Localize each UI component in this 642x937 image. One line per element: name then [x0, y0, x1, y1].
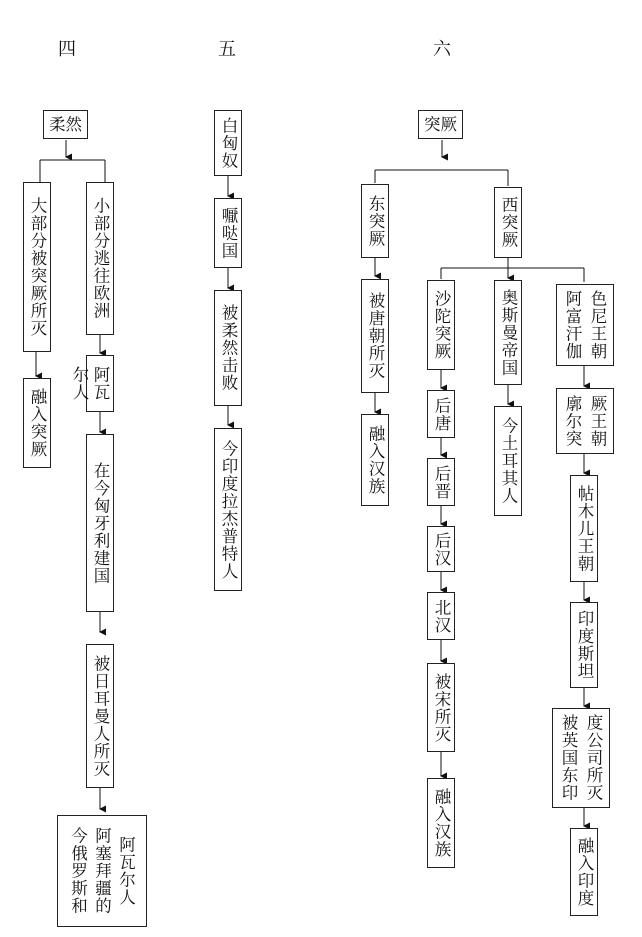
- ghaznavid-line-1: 色尼王朝: [588, 290, 607, 360]
- avar-descendants-line-3: 今俄罗斯和: [68, 827, 88, 915]
- node-tujue: 突厥: [418, 110, 463, 139]
- node-majority-destroyed: 大部分被突厥所灭: [23, 182, 51, 352]
- ghurid-line-1: 厥王朝: [588, 394, 607, 448]
- node-rouran: 柔然: [43, 110, 88, 139]
- node-destroyed-by-song: 被宋所灭: [427, 663, 455, 752]
- column-heading-five: 五: [218, 39, 236, 60]
- node-later-tang: 后唐: [427, 390, 455, 438]
- node-hungary-state: 在今匈牙利建国: [86, 434, 114, 612]
- column-heading-four: 四: [58, 39, 76, 60]
- node-merged-into-tujue: 融入突厥: [23, 378, 51, 468]
- node-rajputs: 今印度拉杰普特人: [214, 428, 242, 591]
- node-east-merged-han: 融入汉族: [361, 414, 389, 506]
- node-later-jin: 后晋: [427, 458, 455, 506]
- west-connector: [441, 258, 584, 282]
- node-ghurid: [556, 388, 614, 454]
- node-avar-descendants: [57, 815, 147, 927]
- node-defeated-by-rouran: 被柔然击败: [214, 290, 242, 406]
- rouran-connector: [40, 140, 105, 182]
- tujue-connector: [375, 170, 508, 186]
- node-hephthalites: 嚈哒国: [214, 198, 242, 268]
- node-west-tujue: 西突厥: [494, 187, 522, 258]
- ghaznavid-line-2: 阿富汗伽: [563, 290, 582, 360]
- ghurid-line-2: 廓尔突: [563, 394, 582, 448]
- node-shatuo-merged-han: 融入汉族: [427, 778, 455, 868]
- avar-descendants-line-2: 阿塞拜疆的: [92, 827, 112, 915]
- node-ghaznavid: [556, 284, 614, 366]
- node-later-han: 后汉: [427, 526, 455, 572]
- node-hindustan: 印度斯坦: [570, 602, 598, 688]
- node-ottoman: 奥斯曼帝国: [494, 280, 522, 385]
- node-destroyed-by-germans: 被日耳曼人所灭: [86, 644, 114, 788]
- node-east-india-company: [552, 708, 610, 808]
- node-white-huns: 白匈奴: [214, 110, 242, 176]
- node-fled-to-europe: 小部分逃往欧洲: [86, 182, 114, 335]
- node-timurid: 帖木儿王朝: [570, 475, 598, 582]
- eic-line-2: 被英国东印: [559, 714, 578, 802]
- node-turks: 今土耳其人: [494, 406, 522, 516]
- node-northern-han: 北汉: [427, 592, 455, 640]
- node-merged-india: 融入印度: [570, 828, 598, 916]
- node-east-tujue: 东突厥: [361, 184, 389, 258]
- node-destroyed-by-tang: 被唐朝所灭: [361, 279, 389, 393]
- node-avars: 阿瓦尔人: [86, 355, 114, 412]
- column-heading-six: 六: [433, 39, 451, 60]
- avar-descendants-line-1: 阿瓦尔人: [116, 836, 136, 906]
- node-shatuo: 沙陀突厥: [427, 280, 455, 370]
- eic-line-1: 度公司所灭: [584, 714, 603, 802]
